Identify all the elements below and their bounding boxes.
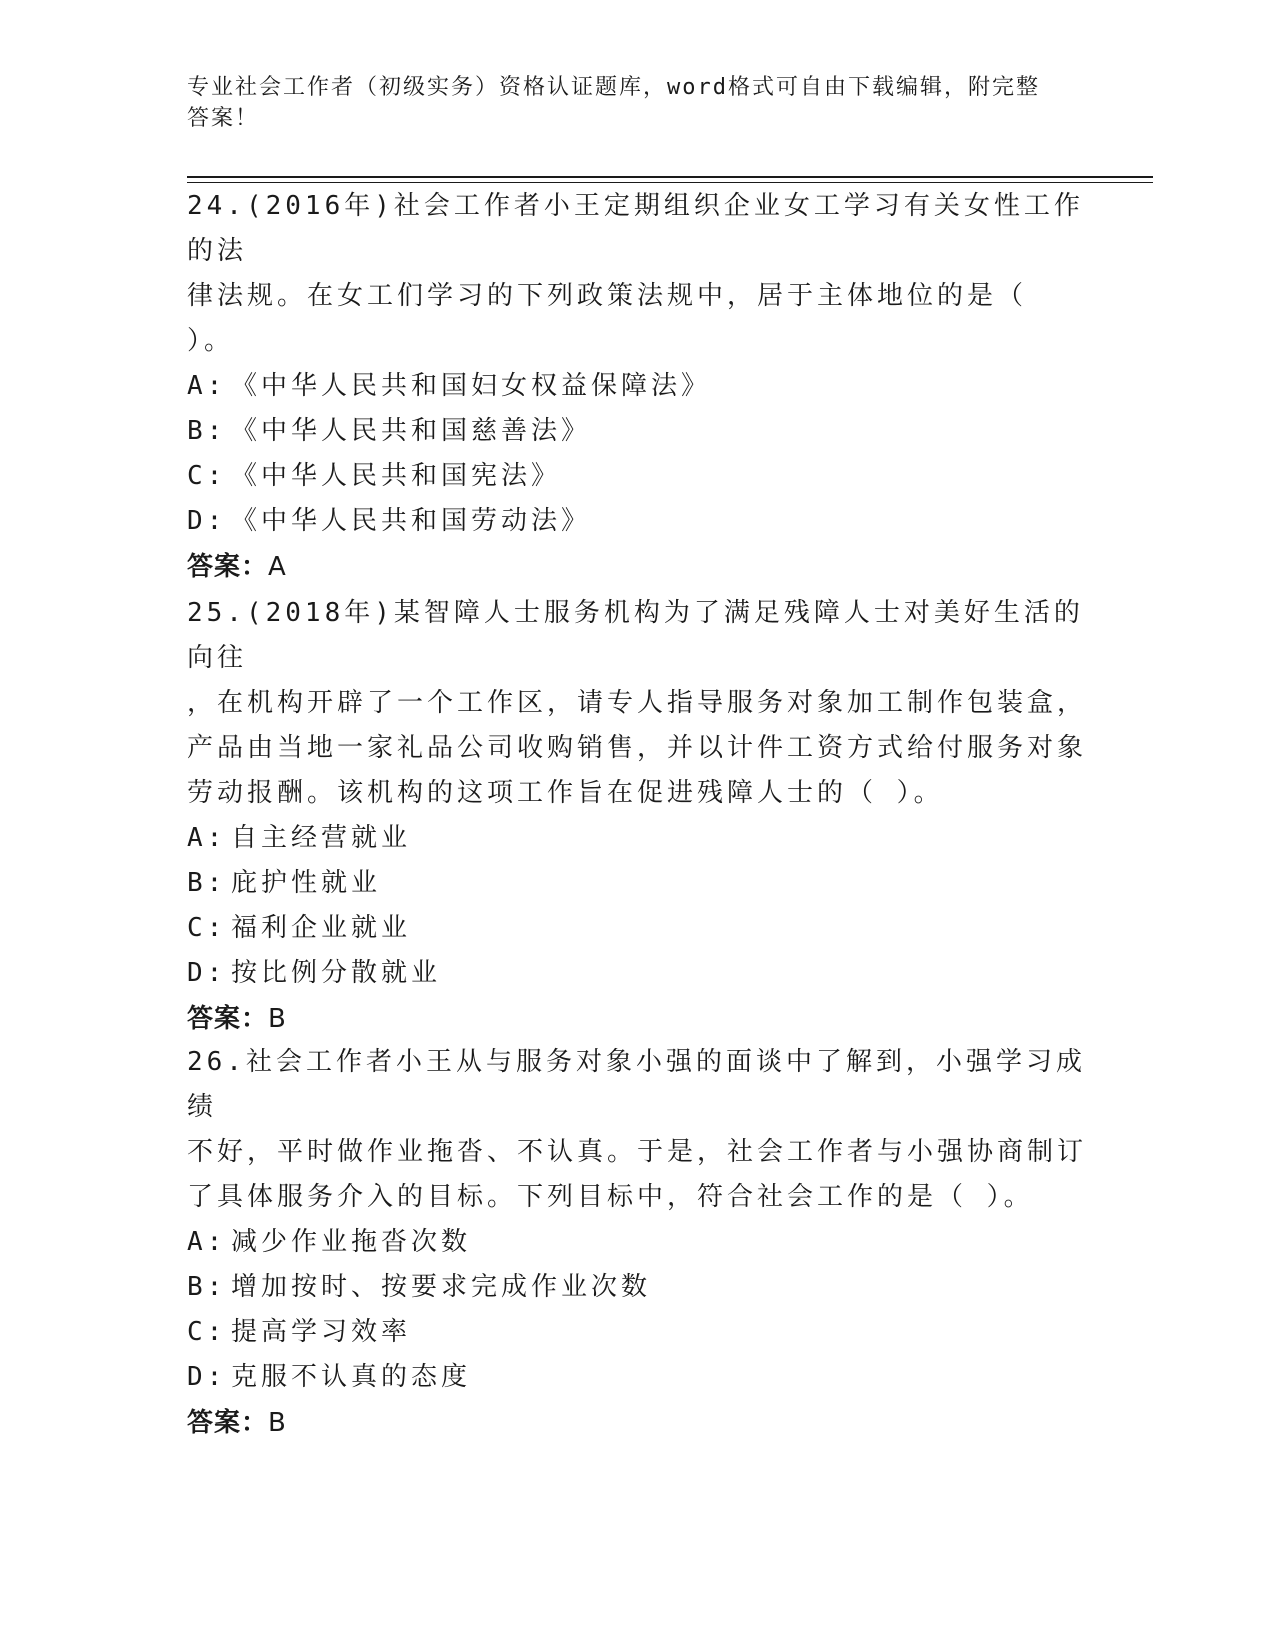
- question-stem-line: 25.(2018年)某智障人士服务机构为了满足残障人士对美好生活的向往: [187, 598, 1084, 673]
- question-stem-line: 不好，平时做作业拖沓、不认真。于是，社会工作者与小强协商制订: [187, 1137, 1088, 1167]
- option-key: C:: [187, 1317, 227, 1347]
- answer-line: [187, 996, 1087, 1042]
- option-key: C:: [187, 913, 227, 943]
- option-key: A:: [187, 823, 227, 853]
- option-key: B:: [187, 868, 227, 898]
- header-divider-thick: [187, 176, 1153, 178]
- option-text: 按比例分散就业: [231, 958, 442, 988]
- option-d: [187, 499, 1087, 544]
- answer-label: 答案：: [187, 1004, 269, 1034]
- answer-label: 答案：: [187, 552, 269, 582]
- option-b: [187, 1265, 1087, 1310]
- option-a: [187, 1220, 1087, 1265]
- header-divider-thin: [187, 182, 1153, 183]
- option-key: A:: [187, 371, 227, 401]
- option-a: [187, 364, 1087, 409]
- question-stem-line: 26.社会工作者小王从与服务对象小强的面谈中了解到，小强学习成绩: [187, 1047, 1086, 1122]
- question-stem-line: 了具体服务介入的目标。下列目标中，符合社会工作的是（ ）。: [187, 1182, 1034, 1212]
- option-c: [187, 906, 1087, 951]
- option-c: [187, 1310, 1087, 1355]
- question-25: [187, 591, 1087, 1042]
- option-text: 《中华人民共和国劳动法》: [231, 506, 592, 536]
- answer-value: B: [268, 1408, 287, 1438]
- option-text: 《中华人民共和国慈善法》: [231, 416, 592, 446]
- question-stem-line: 律法规。在女工们学习的下列政策法规中，居于主体地位的是（: [187, 281, 1028, 311]
- option-key: B:: [187, 1272, 227, 1302]
- option-text: 《中华人民共和国妇女权益保障法》: [231, 371, 712, 401]
- option-b: [187, 861, 1087, 906]
- option-key: B:: [187, 416, 227, 446]
- answer-label: 答案：: [187, 1408, 269, 1438]
- option-a: [187, 816, 1087, 861]
- option-key: D:: [187, 506, 227, 536]
- page-header: [187, 72, 1087, 134]
- question-stem-line: 劳动报酬。该机构的这项工作旨在促进残障人士的（ ）。: [187, 778, 944, 808]
- option-d: [187, 951, 1087, 996]
- header-line-2: 答案！: [187, 106, 260, 131]
- option-c: [187, 454, 1087, 499]
- option-key: D:: [187, 1362, 227, 1392]
- option-d: [187, 1355, 1087, 1400]
- question-stem-line: ，在机构开辟了一个工作区，请专人指导服务对象加工制作包装盒，: [187, 688, 1088, 718]
- option-key: A:: [187, 1227, 227, 1257]
- option-b: [187, 409, 1087, 454]
- option-key: D:: [187, 958, 227, 988]
- option-key: C:: [187, 461, 227, 491]
- question-stem-line: 产品由当地一家礼品公司收购销售，并以计件工资方式给付服务对象: [187, 733, 1088, 763]
- option-text: 提高学习效率: [231, 1317, 412, 1347]
- option-text: 减少作业拖沓次数: [231, 1227, 472, 1257]
- option-text: 自主经营就业: [231, 823, 412, 853]
- option-text: 增加按时、按要求完成作业次数: [231, 1272, 652, 1302]
- question-24: [187, 184, 1087, 590]
- option-text: 《中华人民共和国宪法》: [231, 461, 562, 491]
- answer-value: A: [268, 552, 287, 582]
- question-stem-line: 24.(2016年)社会工作者小王定期组织企业女工学习有关女性工作的法: [187, 191, 1084, 266]
- answer-value: B: [268, 1004, 287, 1034]
- question-stem-line: ）。: [187, 326, 235, 356]
- answer-line: [187, 1400, 1087, 1446]
- answer-line: [187, 544, 1087, 590]
- option-text: 克服不认真的态度: [231, 1362, 472, 1392]
- option-text: 福利企业就业: [231, 913, 412, 943]
- header-line-1: 专业社会工作者（初级实务）资格认证题库，word格式可自由下载编辑，附完整: [187, 75, 1040, 100]
- question-26: [187, 1040, 1087, 1446]
- option-text: 庇护性就业: [231, 868, 382, 898]
